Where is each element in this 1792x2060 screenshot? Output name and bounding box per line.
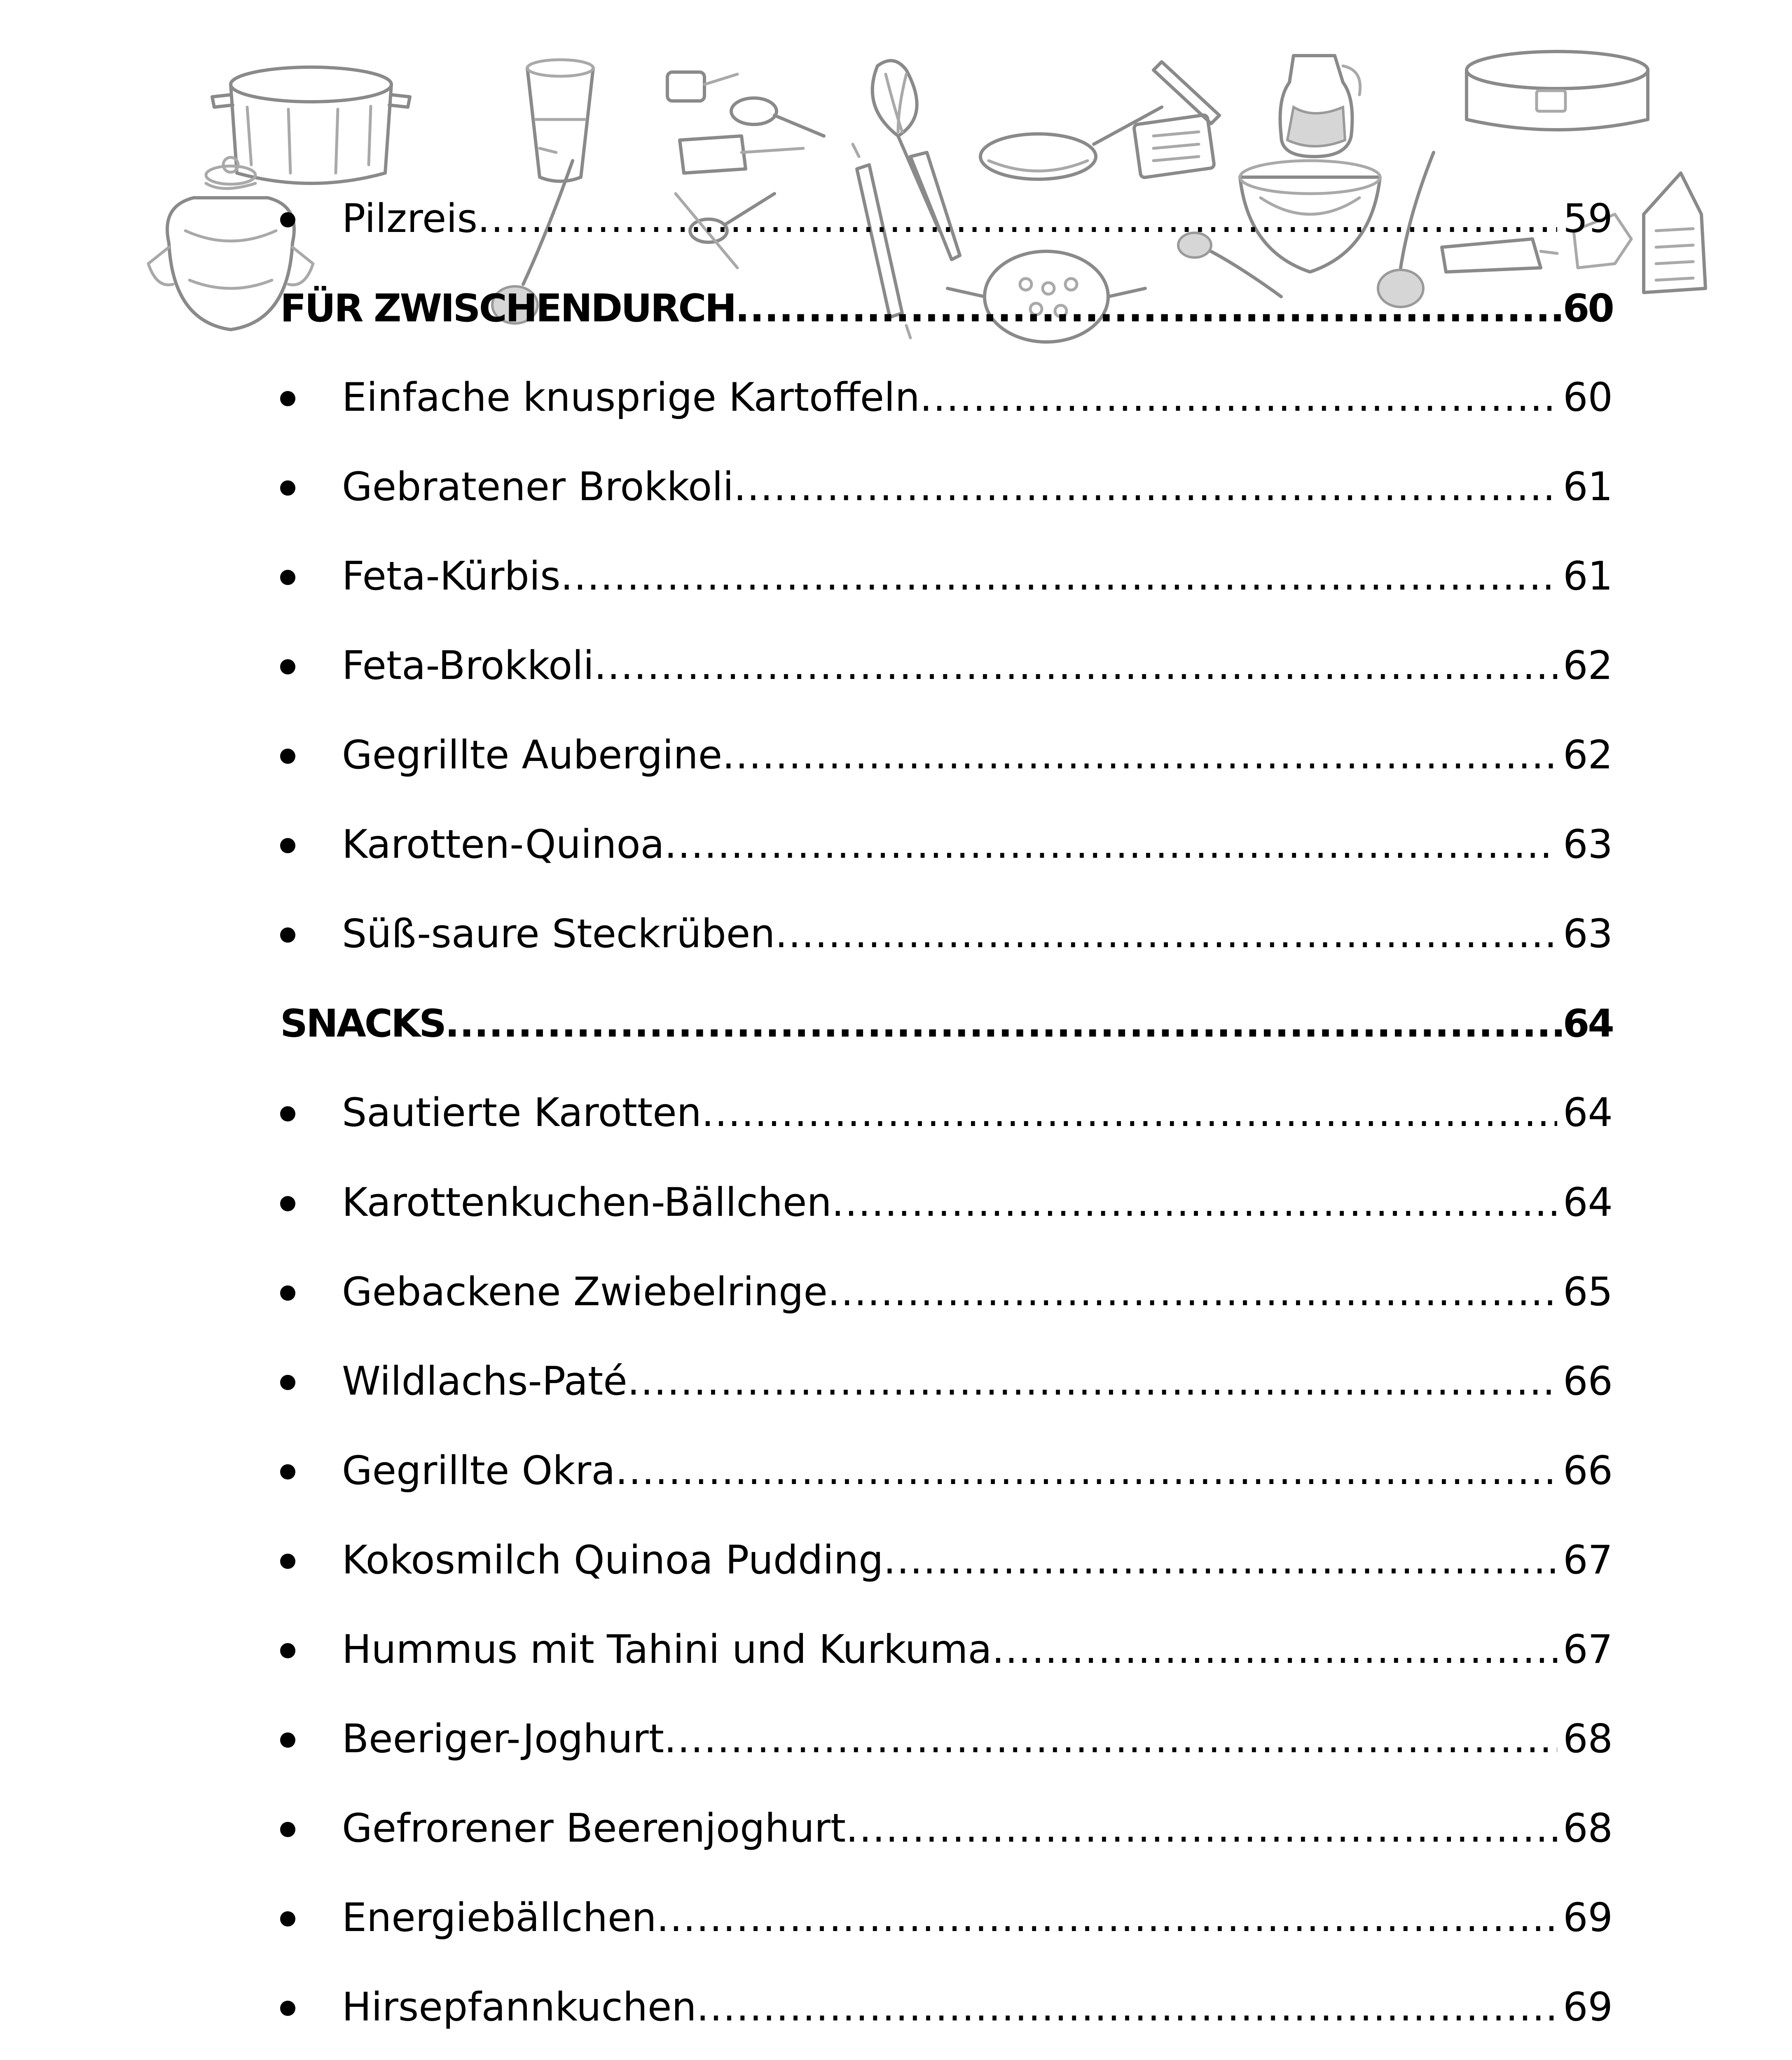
dot-leader (615, 1448, 1558, 1494)
dot-leader (477, 196, 1557, 241)
bullet-icon (280, 1285, 295, 1301)
toc-page-number: 67 (1563, 1537, 1613, 1583)
dot-leader (883, 1538, 1557, 1583)
dot-leader (775, 911, 1557, 957)
bullet-icon (280, 659, 295, 674)
toc-page-number: 63 (1563, 822, 1613, 868)
bullet-icon (280, 1196, 295, 1211)
toc-entry[interactable] (280, 711, 1613, 800)
toc-page-number: 60 (1563, 286, 1613, 330)
toc-page-number: 68 (1563, 1716, 1613, 1762)
toc-entry[interactable] (280, 1605, 1613, 1695)
toc-page-number: 67 (1563, 1627, 1613, 1673)
cake-tin-icon (1467, 52, 1648, 130)
spoon-icon (731, 98, 824, 136)
dot-leader (735, 286, 1563, 330)
toc-entry-title: Sautierte Karotten (342, 1090, 702, 1136)
bullet-icon (280, 1554, 295, 1569)
toc-entry[interactable] (280, 890, 1613, 979)
toc-entry-title: FÜR ZWISCHENDURCH (280, 286, 735, 330)
toc-entry-title: Hummus mit Tahini und Kurkuma (342, 1627, 992, 1673)
toc-entry[interactable] (280, 353, 1613, 442)
dot-leader (992, 1627, 1557, 1672)
bullet-icon (280, 1732, 295, 1748)
toc-entry-title: Hirsepfannkuchen (342, 1985, 697, 2030)
toc-entry-title: Beeriger-Joghurt (342, 1716, 664, 1762)
toc-page-number: 59 (1563, 196, 1613, 241)
toc-entry-title: Einfache knusprige Kartoffeln (342, 375, 920, 420)
toc-section-heading[interactable] (280, 263, 1613, 353)
dot-leader (561, 554, 1557, 599)
dot-leader (722, 733, 1557, 778)
bullet-icon (280, 927, 295, 943)
bullet-icon (280, 1911, 295, 1927)
toc-entry-title: Wildlachs-Paté (342, 1358, 627, 1404)
bullet-icon (280, 1106, 295, 1121)
bullet-icon (280, 2001, 295, 2016)
toc-entry[interactable] (280, 1784, 1613, 1873)
toc-entry[interactable] (280, 621, 1613, 710)
pan-icon (667, 72, 737, 101)
pitcher-icon (1280, 56, 1360, 157)
toc-entry-title: Feta-Kürbis (342, 553, 561, 599)
toc-page-number: 62 (1563, 643, 1613, 689)
table-of-contents (280, 174, 1613, 2060)
bullet-icon (280, 749, 295, 764)
toc-page-number: 61 (1563, 464, 1613, 510)
toc-entry-title: Gegrillte Okra (342, 1448, 615, 1494)
toc-entry[interactable] (280, 1515, 1613, 1605)
toc-entry[interactable] (280, 800, 1613, 890)
bullet-icon (280, 391, 295, 406)
bullet-icon (280, 1643, 295, 1658)
toc-page-number: 66 (1563, 1448, 1613, 1494)
bullet-icon (280, 570, 295, 585)
dot-leader (594, 643, 1557, 688)
toc-page-number: 69 (1563, 1895, 1613, 1941)
toc-page-number: 64 (1563, 1090, 1613, 1136)
toc-entry-title: Karottenkuchen-Bällchen (342, 1180, 832, 1225)
toc-section-heading[interactable] (280, 979, 1613, 1068)
toc-entry[interactable] (280, 1337, 1613, 1426)
dot-leader (697, 1985, 1557, 2030)
toc-entry-title: Gefrorener Beerenjoghurt (342, 1806, 846, 1852)
toc-page-number: 60 (1563, 375, 1613, 420)
toc-entry[interactable] (280, 1873, 1613, 1963)
knife-icon (1153, 62, 1219, 124)
dot-leader (920, 375, 1557, 420)
toc-entry[interactable] (280, 1426, 1613, 1515)
toc-entry-title: Feta-Brokkoli (342, 643, 594, 689)
toc-page-number: 64 (1563, 1180, 1613, 1225)
toc-page-number: 65 (1563, 1269, 1613, 1315)
dot-leader (828, 1269, 1557, 1315)
toc-entry-title: Süß-saure Steckrüben (342, 911, 775, 957)
toc-entry-title: Gebratener Brokkoli (342, 464, 734, 510)
toc-page-number: 66 (1563, 1358, 1613, 1404)
dot-leader (657, 1895, 1557, 1941)
toc-page-number: 64 (1563, 1001, 1613, 1046)
dot-leader (627, 1359, 1557, 1404)
toc-entry-title: Gebackene Zwiebelringe (342, 1269, 828, 1315)
dot-leader (734, 464, 1557, 510)
bullet-icon (280, 212, 295, 227)
bullet-icon (280, 1822, 295, 1837)
toc-entry[interactable] (280, 1963, 1613, 2052)
toc-page-number: 68 (1563, 1806, 1613, 1852)
toc-entry[interactable] (280, 531, 1613, 621)
frying-pan-icon (980, 107, 1162, 179)
toc-entry-title: Karotten-Quinoa (342, 822, 664, 868)
dot-leader (664, 822, 1557, 867)
knife-icon (680, 136, 803, 173)
dot-leader (445, 1001, 1563, 1046)
glass-icon (527, 60, 593, 181)
bullet-icon (280, 838, 295, 853)
dot-leader (702, 1090, 1557, 1135)
dot-leader (846, 1806, 1557, 1851)
toc-page-number: 69 (1563, 1985, 1613, 2030)
dot-leader (664, 1716, 1557, 1762)
bullet-icon (280, 480, 295, 496)
toc-entry-title: SNACKS (280, 1001, 445, 1046)
toc-entry-title: Kokosmilch Quinoa Pudding (342, 1537, 884, 1583)
toc-entry[interactable] (280, 1158, 1613, 1247)
toc-entry-title: Pilzreis (342, 196, 478, 241)
toc-entry[interactable] (280, 2052, 1613, 2060)
grater-icon (1134, 115, 1214, 178)
toc-entry-title: Energiebällchen (342, 1895, 657, 1941)
toc-entry[interactable] (280, 1068, 1613, 1158)
bullet-icon (280, 1464, 295, 1479)
toc-entry[interactable] (280, 442, 1613, 531)
toc-entry[interactable] (280, 1247, 1613, 1337)
bullet-icon (280, 1375, 295, 1390)
toc-page-number: 63 (1563, 911, 1613, 957)
toc-page-number: 61 (1563, 553, 1613, 599)
dot-leader (832, 1180, 1557, 1225)
toc-entry[interactable] (280, 1695, 1613, 1784)
toc-entry-title: Gegrillte Aubergine (342, 733, 723, 778)
toc-entry[interactable] (280, 174, 1613, 263)
toc-page-number: 62 (1563, 733, 1613, 778)
